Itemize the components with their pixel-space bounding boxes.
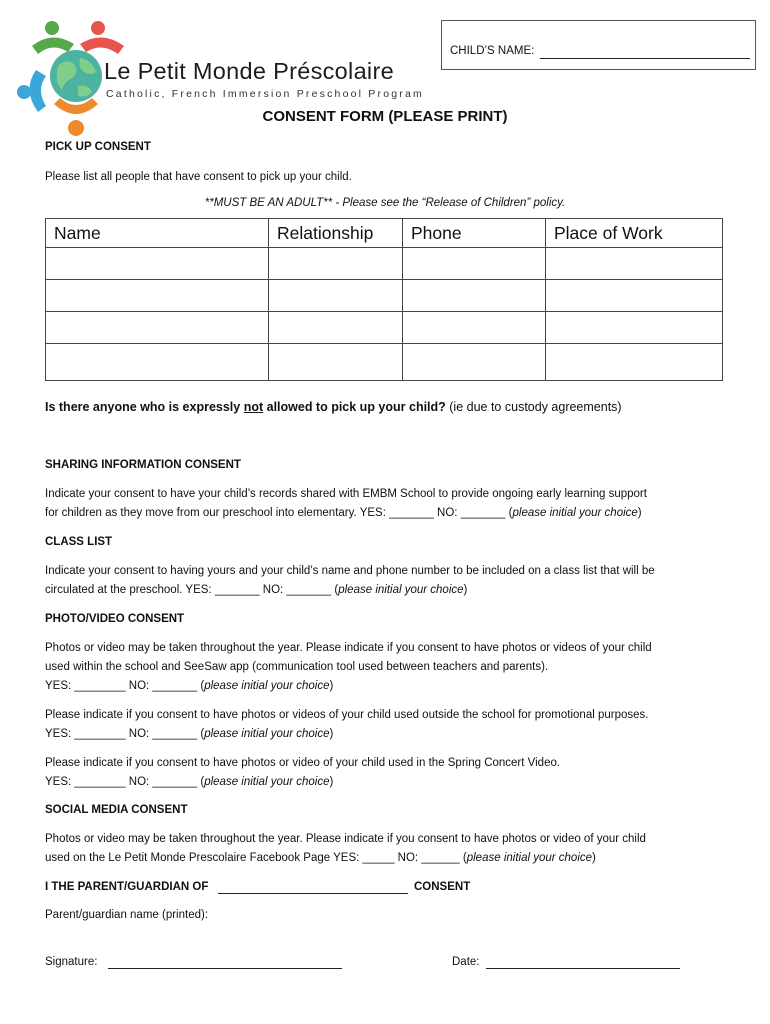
table-cell[interactable] [269, 344, 403, 381]
table-cell[interactable] [546, 344, 723, 381]
table-cell[interactable] [403, 280, 546, 312]
guardian-consent-left: I THE PARENT/GUARDIAN OF [45, 881, 209, 893]
date-label: Date: [452, 956, 480, 968]
social-line2: used on the Le Petit Monde Prescolaire Facebook Page YES: _____ NO: ______ (please initial your choice) [45, 852, 596, 864]
photo-p3-line1: Please indicate if you consent to have photos or video of your child used in the Spring Concert Video. [45, 757, 561, 769]
photo-p2-yesno: YES: ________ NO: _______ (please initial your choice) [45, 728, 334, 740]
photo-p2-line1: Please indicate if you consent to have photos or videos of your child used outside the school for promotional purposes. [45, 709, 649, 721]
question-bold: Is there anyone who is expressly [45, 400, 244, 414]
photo-p1-line2: used within the school and SeeSaw app (communication tool used between teachers and parents). [45, 661, 549, 673]
guardian-printed-label: Parent/guardian name (printed): [45, 909, 209, 921]
signature-field[interactable] [108, 968, 342, 969]
pickup-instructions: Please list all people that have consent to pick up your child. [45, 171, 352, 183]
table-row [46, 312, 723, 344]
table-cell[interactable] [46, 312, 269, 344]
column-header-place-of-work: Place of Work [546, 219, 723, 248]
table-cell[interactable] [46, 344, 269, 381]
sharing-line2: for children as they move from our preschool into elementary. YES: _______ NO: _______ (please initial your choice) [45, 507, 642, 519]
question-bold-end: allowed to pick up your child? [263, 400, 446, 414]
brand-subtitle: Catholic, French Immersion Preschool Program [106, 88, 424, 100]
column-header-phone: Phone [403, 219, 546, 248]
classlist-line2: circulated at the preschool. YES: _______ NO: _______ (please initial your choice) [45, 584, 468, 596]
table-cell[interactable] [46, 248, 269, 280]
table-cell[interactable] [269, 280, 403, 312]
pickup-note: **MUST BE AN ADULT** - Please see the “Release of Children” policy. [204, 197, 566, 209]
classlist-line1: Indicate your consent to having yours and your child’s name and phone number to be included on a class list that will be [45, 565, 655, 577]
photo-p1-line1: Photos or video may be taken throughout the year. Please indicate if you consent to have photos or videos of your child [45, 642, 652, 654]
brand-title: Le Petit Monde Préscolaire [104, 58, 394, 84]
table-row [46, 248, 723, 280]
social-heading: SOCIAL MEDIA CONSENT [45, 804, 188, 816]
table-row [46, 280, 723, 312]
table-cell[interactable] [403, 312, 546, 344]
child-name-field[interactable] [540, 58, 750, 59]
table-cell[interactable] [46, 280, 269, 312]
table-cell[interactable] [403, 248, 546, 280]
child-name-label: CHILD’S NAME: [450, 45, 535, 57]
classlist-heading: CLASS LIST [45, 536, 113, 548]
sharing-line1: Indicate your consent to have your child’s records shared with EMBM School to provide ongoing early learning support [45, 488, 647, 500]
table-cell[interactable] [403, 344, 546, 381]
photo-p1-yesno: YES: ________ NO: _______ (please initial your choice) [45, 680, 334, 692]
table-header-row [46, 219, 723, 248]
column-header-relationship: Relationship [269, 219, 403, 248]
social-line1: Photos or video may be taken throughout the year. Please indicate if you consent to have photos or video of your child [45, 833, 646, 845]
form-title: CONSENT FORM (PLEASE PRINT) [262, 108, 508, 125]
pickup-heading: PICK UP CONSENT [45, 141, 151, 153]
question-normal: (ie due to custody agreements) [445, 400, 622, 414]
question-underlined: not [243, 400, 264, 414]
photo-p3-yesno: YES: ________ NO: _______ (please initial your choice) [45, 776, 334, 788]
sharing-heading: SHARING INFORMATION CONSENT [45, 459, 241, 471]
column-header-name: Name [46, 219, 269, 248]
pickup-table [45, 218, 723, 381]
child-of-guardian-field[interactable] [218, 893, 408, 894]
table-cell[interactable] [269, 248, 403, 280]
photo-heading: PHOTO/VIDEO CONSENT [45, 613, 185, 625]
table-cell[interactable] [546, 280, 723, 312]
table-row [46, 344, 723, 381]
date-field[interactable] [486, 968, 680, 969]
signature-label: Signature: [45, 956, 98, 968]
table-cell[interactable] [269, 312, 403, 344]
custody-question [45, 400, 622, 414]
guardian-consent-right: CONSENT [414, 881, 471, 893]
table-cell[interactable] [546, 312, 723, 344]
table-cell[interactable] [546, 248, 723, 280]
